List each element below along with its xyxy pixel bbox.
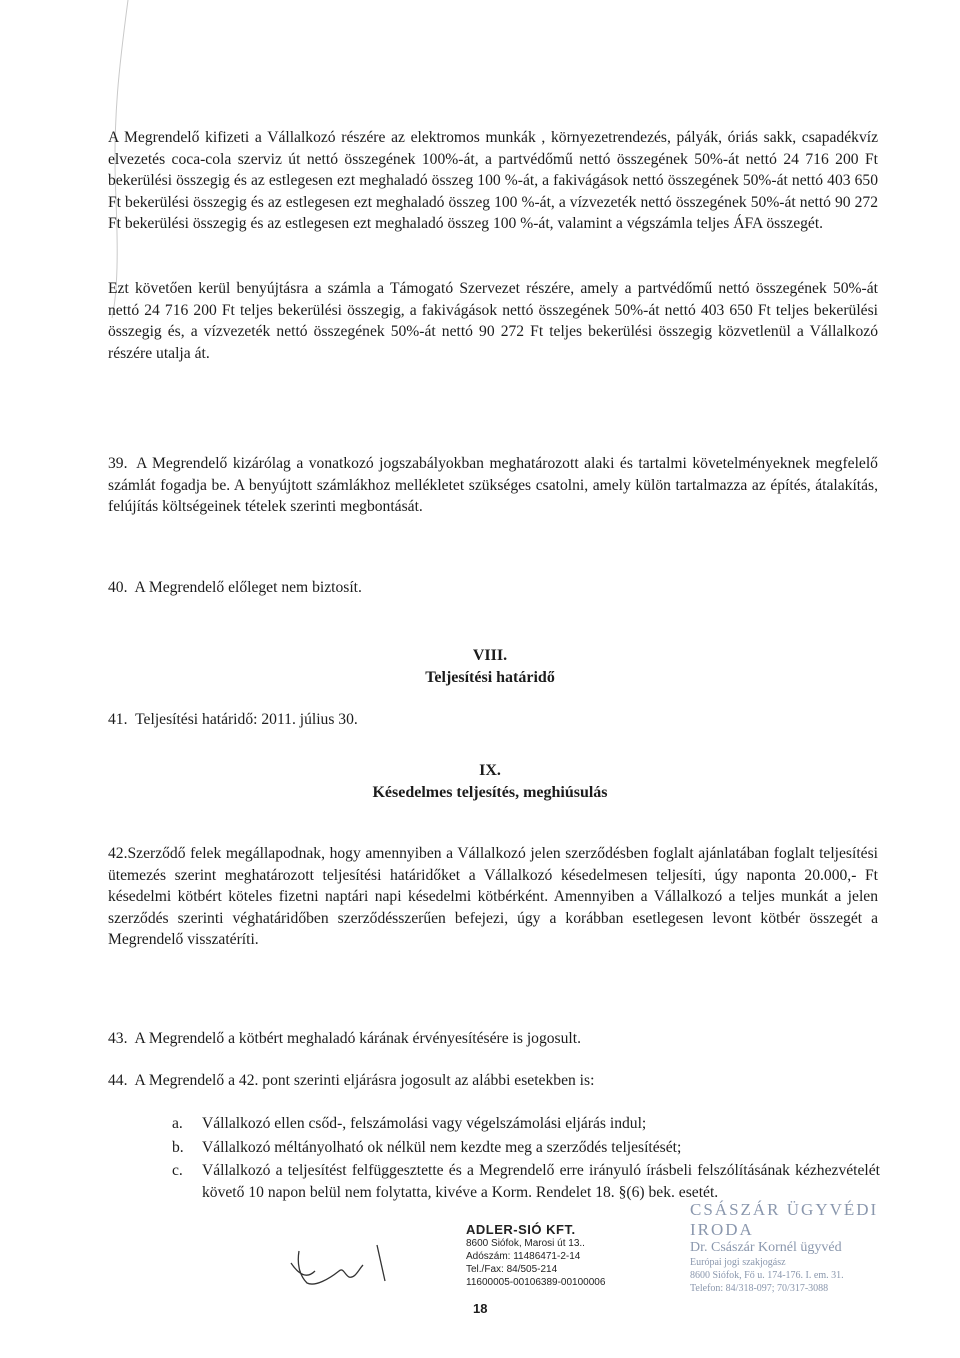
company-tax-number: Adószám: 11486471-2-14 — [466, 1251, 581, 1262]
list-marker: c. — [172, 1162, 183, 1179]
lawyer-name: Dr. Császár Kornél ügyvéd — [690, 1240, 842, 1255]
paragraph-number: 40. — [108, 579, 128, 596]
company-bank-account: 11600005-00106389-00100006 — [466, 1277, 606, 1288]
company-stamp — [466, 1222, 676, 1289]
office-phone: Telefon: 84/318-097; 70/317-3088 — [690, 1283, 829, 1294]
paragraph-text: A Megrendelő a 42. pont szerinti eljárásra jogosult az alábbi esetekben is: — [134, 1072, 595, 1089]
paragraph-text: A Megrendelő kizárólag a vonatkozó jogszabályokban meghatározott alaki és tartalmi követelményeknek megfelelő számlát fogadja be. A benyújtott számlákhoz mellékletet szükséges csatolni, amely külön tartalmazza az építés, átalakítás, felújítás költségeinek tételek szerinti megbontását. — [108, 455, 878, 515]
paragraph-number: 39. — [108, 455, 128, 472]
company-address: 8600 Siófok, Marosi út 13.. — [466, 1238, 585, 1249]
list-item — [172, 1113, 880, 1135]
paragraph-number: 44. — [108, 1072, 128, 1089]
list-item — [172, 1137, 880, 1159]
specialty: Európai jogi szakjogász — [690, 1257, 786, 1268]
section-heading-9 — [300, 760, 680, 804]
office-address: 8600 Siófok, Fő u. 174-176. I. em. 31. — [690, 1270, 844, 1281]
list-item-text: Vállalkozó ellen csőd-, felszámolási vagy végelszámolási eljárás indul; — [202, 1115, 647, 1132]
intro-paragraph-2: Ezt követően kerül benyújtásra a számla a Támogató Szervezet részére, amely a partvédőmű nettó összegének 50%-át nettó 24 716 200 Ft teljes bekerülési összegig, a fakivágások nettó összegének 50%-át nettó 403 650 Ft teljes bekerülési összegig és, a vízvezeték nettó összegének 50%-át nettó 90 272 Ft teljes bekerülési összegig közvetlenül a Vállalkozó részére utalja át. — [108, 280, 878, 362]
paragraph-text: A Megrendelő a kötbért meghaladó kárának érvényesítésére is jogosult. — [134, 1030, 581, 1047]
paragraph-number: 42. — [108, 845, 128, 862]
paragraph-number: 41. — [108, 711, 128, 728]
paragraph-40 — [108, 577, 878, 599]
paragraph-42 — [108, 843, 878, 951]
company-name: ADLER-SIÓ KFT. — [466, 1222, 576, 1237]
list-item-text: Vállalkozó méltányolható ok nélkül nem kezdte meg a szerződés teljesítését; — [202, 1138, 682, 1156]
paragraph-text: Szerződő felek megállapodnak, hogy amennyiben a Vállalkozó jelen szerződésben foglalt ajánlatában foglalt teljesítési ütemezés szerint meghatározott teljesítési határidőket a Vállalkozó késedelmesen teljesíti, úgy naponta 20.000,- Ft késedelmi kötbért köteles fizetni naptári napi késedelmi kötbérként. Amennyiben a Vállalkozó a teljes munkát a jelen szerződés szerinti véghatáridőben szerződésszerűen befejezi, úgy a korábban esetlegesen levont kötbér összegét a Megrendelő visszatéríti. — [108, 845, 878, 948]
intro-paragraph-1: A Megrendelő kifizeti a Vállalkozó részére az elektromos munkák , környezetrendezés, pályák, óriás sakk, csapadékvíz elvezetés coca-cola szerviz út nettó összegének 100%-át, a partvédőmű nettó összegének 50%-át nettó 24 716 200 Ft bekerülési összegig és az estlegesen ezt meghaladó összeg 100 %-át, a fakivágások nettó összegének 50%-át nettó 403 650 Ft bekerülési összegig és az estlegesen ezt meghaladó összeg 100 %-át, a vízvezeték nettó összegének 50%-át nettó 90 272 Ft bekerülési összegig és az estlegesen ezt meghaladó összeg 100 %-át, valamint a végszámla teljes ÁFA összegét. — [108, 129, 878, 232]
section-title: Teljesítési határidő — [425, 669, 555, 686]
section-number: IX. — [479, 762, 501, 779]
page-number: 18 — [473, 1301, 488, 1316]
paragraph-text: Teljesítési határidő: 2011. július 30. — [135, 711, 358, 728]
list-item — [172, 1160, 880, 1203]
section-title: Késedelmes teljesítés, meghiúsulás — [372, 784, 608, 801]
list-item-text: Vállalkozó a teljesítést felfüggesztette és a Megrendelő erre irányuló írásbeli felszólításának kézhezvételét követő 10 napon belül nem folytatta, kivéve a Korm. Rendelet 18. §(6) bek. esetét. — [202, 1162, 880, 1201]
section-heading-8 — [300, 645, 680, 689]
paragraph-number: 43. — [108, 1030, 128, 1047]
paragraph-41 — [108, 709, 878, 731]
paragraph-text: A Megrendelő előleget nem biztosít. — [134, 579, 362, 596]
handwritten-signature — [285, 1235, 395, 1295]
section-number: VIII. — [472, 647, 508, 664]
office-name: CSÁSZÁR ÜGYVÉDI IRODA — [690, 1200, 879, 1239]
paragraph-44 — [108, 1070, 878, 1092]
paragraph-39 — [108, 453, 878, 518]
list-marker: a. — [172, 1115, 183, 1132]
company-phone: Tel./Fax: 84/505-214 — [466, 1264, 558, 1275]
condition-list — [172, 1113, 880, 1203]
paragraph-43 — [108, 1028, 878, 1050]
law-office-stamp — [690, 1200, 900, 1310]
list-marker: b. — [172, 1138, 184, 1156]
